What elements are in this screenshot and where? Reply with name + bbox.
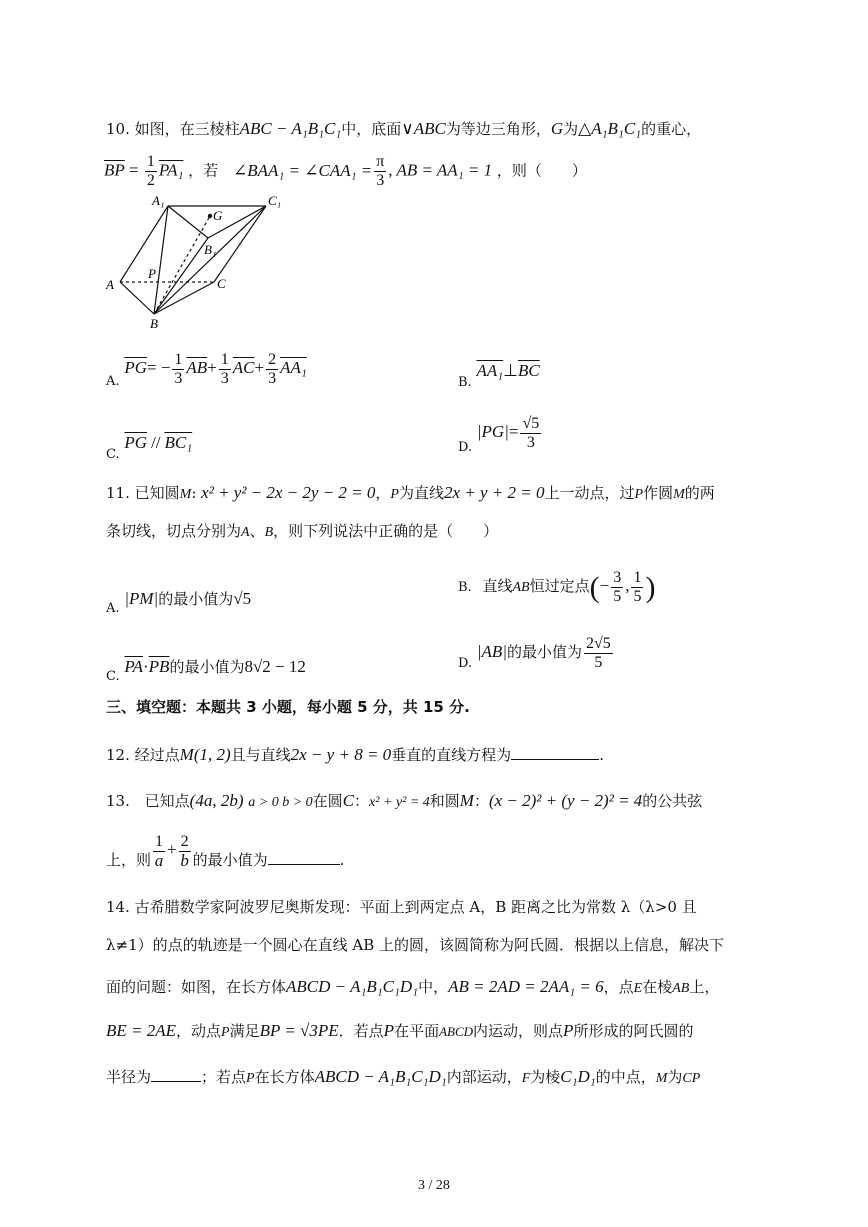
q10-text: 中，底面	[341, 120, 402, 138]
f: F	[521, 1071, 531, 1086]
circle-c: x² + y² = 4	[369, 795, 430, 810]
prism-figure	[100, 192, 290, 332]
section-3-heading: 三、填空题：本题共 3 小题，每小题 5 分，共 15 分.	[106, 698, 470, 716]
option-label: A.	[106, 374, 120, 389]
num: 3	[613, 568, 622, 586]
option-label: A.	[106, 601, 120, 616]
b: B	[264, 525, 274, 540]
circle-equation: x² + y² − 2x − 2y − 2 = 0	[201, 483, 376, 502]
q10-number: 10.	[106, 120, 130, 138]
q12-number: 12.	[106, 746, 130, 764]
point-m: M(1, 2)	[179, 745, 231, 764]
q10-text: 如图，在三棱柱	[134, 120, 240, 138]
q11-option-a	[106, 588, 251, 620]
num: π	[376, 153, 385, 170]
circle-m: (x − 2)² + (y − 2)² = 4	[488, 791, 643, 810]
dimensions: AB = 2AD = 2AA₁ = 6	[448, 977, 604, 996]
text: 半径为	[106, 1068, 152, 1086]
q10-option-c	[106, 432, 192, 466]
num: 1	[155, 832, 164, 850]
text: 中，	[418, 978, 449, 996]
m: M	[459, 791, 474, 810]
dot: ·	[142, 657, 149, 676]
vector-aa1: AA₁	[476, 361, 504, 380]
text: ；若点	[201, 1068, 247, 1086]
fraction	[172, 351, 184, 388]
num: 1	[220, 350, 229, 368]
abs-pg: |PG|	[476, 422, 509, 441]
text: 所形成的阿氏圆的	[573, 1022, 694, 1040]
den: a	[154, 850, 164, 870]
q11-option-b: B. 直线AB恒过定点(− $\frac{3}{5}$ , $\frac{1}{5}$ )	[458, 568, 656, 605]
m: M	[655, 1071, 668, 1086]
p: P	[563, 1021, 574, 1040]
text: .	[599, 746, 604, 764]
q10-line1	[106, 118, 701, 140]
comma: ,	[625, 576, 630, 595]
be-condition: BE = 2AE	[106, 1021, 177, 1040]
text: 的最小值为	[169, 658, 245, 676]
p: P	[246, 1071, 255, 1086]
q10-line2: $\overline{BP}$ = $\frac{1}{2}$ PA₁ ，若 ∠BAA₁ = ∠CAA₁ = $\frac{\pi}{3}$ , AB = AA₁ = 1 ，则（ ）	[104, 153, 587, 189]
num: 2	[268, 350, 277, 368]
text: 条切线，切点分别为	[106, 522, 242, 540]
label-g: G	[213, 208, 223, 223]
box-formula: ABCD − A₁B₁C₁D₁	[286, 977, 419, 996]
m: M	[179, 487, 192, 502]
text: ，则下列说法中正确的是（ ）	[273, 522, 499, 540]
c: C	[342, 791, 355, 810]
q10-base-formula: ∨ABC	[401, 119, 446, 138]
den: 3	[526, 433, 535, 451]
p: P	[221, 1025, 230, 1040]
option-label: C.	[106, 447, 120, 462]
q11-line1	[106, 482, 715, 506]
text: ：	[354, 792, 370, 810]
plus: +	[254, 358, 265, 377]
text: 为直线	[398, 484, 444, 502]
fraction	[584, 635, 613, 672]
q11-line2	[106, 520, 498, 544]
text: 作圆	[643, 484, 674, 502]
vector-ab: $\overline{AB}$	[186, 358, 208, 377]
q10-text: 的重心，	[641, 120, 702, 138]
text: 上，	[689, 978, 720, 996]
line-equation: 2x + y + 2 = 0	[444, 483, 545, 502]
a: A	[241, 525, 250, 540]
q14-line5	[106, 1066, 700, 1090]
num: 1	[174, 350, 183, 368]
text: 为	[667, 1068, 683, 1086]
text: 的公共弦	[642, 792, 703, 810]
page-number: 3 / 28	[418, 1178, 450, 1193]
text: 和圆	[429, 792, 460, 810]
text: 且与直线	[230, 746, 291, 764]
ab: AB	[672, 981, 690, 996]
q11-option-c	[106, 656, 306, 688]
text: 在棱	[642, 978, 673, 996]
text: 直线	[482, 577, 513, 595]
q10-g: G	[550, 119, 564, 138]
vector-pg: $\overline{PG}$	[124, 358, 147, 377]
q10-option-a	[106, 348, 307, 402]
value: 8√2 − 12	[244, 657, 306, 676]
q10-text: 为等边三角形，	[445, 120, 551, 138]
p: P	[383, 1021, 395, 1040]
fraction	[179, 833, 191, 870]
text: 的最小值为	[507, 643, 583, 661]
answer-blank[interactable]	[268, 864, 340, 865]
fraction	[219, 351, 231, 388]
num: √5	[522, 414, 540, 432]
label-p: P	[148, 266, 156, 281]
text: 已知点	[144, 792, 190, 810]
equals: =	[508, 422, 519, 441]
label-a1: A₁	[152, 193, 165, 208]
text: 内部运动，	[446, 1068, 522, 1086]
q14-line3	[106, 976, 719, 1000]
vector-ac: $\overline{AC}$	[232, 358, 255, 377]
q10-text: 为	[563, 120, 579, 138]
text: 上一动点，过	[544, 484, 635, 502]
plus: +	[167, 840, 177, 859]
text: 在平面	[394, 1022, 440, 1040]
option-label: B.	[458, 580, 472, 595]
label-b: B	[150, 316, 158, 331]
den: 5	[594, 653, 603, 671]
fraction	[153, 833, 165, 870]
text: 的两	[684, 484, 715, 502]
fraction	[631, 569, 643, 606]
label-c1: C₁	[268, 193, 282, 208]
vector-pg: $\overline{PG}$	[124, 433, 148, 452]
ab: AB	[512, 580, 530, 595]
den: 3	[220, 369, 229, 387]
q13-number: 13.	[106, 792, 130, 810]
length-condition: , AB = AA₁ = 1	[388, 160, 493, 180]
p: P	[634, 487, 644, 502]
text: ，	[375, 484, 391, 502]
q12-line	[106, 744, 604, 766]
line-equation: 2x − y + 8 = 0	[290, 745, 392, 764]
q13-line1	[106, 790, 702, 814]
text: 垂直的直线方程为	[391, 746, 512, 764]
text: 在长方体	[254, 1068, 315, 1086]
parallel: //	[151, 433, 161, 452]
label-b1: B₁	[204, 242, 217, 257]
q14-line4	[106, 1020, 693, 1044]
text: 的中点，	[595, 1068, 656, 1086]
label-a: A	[106, 277, 114, 292]
vector-pa: $\overline{PA}$	[124, 657, 143, 676]
answer-blank[interactable]	[151, 1081, 201, 1082]
den: 3	[174, 369, 183, 387]
text: 面的问题：如图，在长方体	[106, 978, 287, 996]
text: ：	[473, 792, 489, 810]
label-c: C	[217, 276, 226, 291]
text: 的最小值为	[192, 851, 268, 869]
text: 在圆	[312, 792, 343, 810]
fraction	[520, 415, 541, 452]
text: 为棱	[530, 1068, 561, 1086]
option-label: D.	[458, 656, 473, 671]
q14-line2: λ≠1）的点的轨迹是一个圆心在直线 AB 上的圆，该圆简称为阿氏圆．根据以上信息，解决下	[106, 936, 725, 954]
vector-aa1: AA₁	[280, 358, 307, 377]
point: (4a, 2b)	[189, 791, 244, 810]
num: 1	[633, 568, 642, 586]
den: 5	[633, 587, 642, 605]
den: 3	[376, 172, 385, 189]
vector-bc: $\overline{BC}$	[517, 361, 540, 380]
q10-prism-formula: ABC − A₁B₁C₁	[239, 119, 342, 138]
m: M	[673, 487, 685, 502]
text: 经过点	[134, 746, 180, 764]
num: 2	[180, 832, 189, 850]
fraction-pi-3	[374, 153, 386, 190]
den: 5	[613, 587, 622, 605]
vector-pb: $\overline{PB}$	[148, 657, 170, 676]
q10-triangle: △A₁B₁C₁	[578, 119, 642, 138]
vector-bp: $\overline{BP}$	[104, 160, 125, 180]
c1d1: C₁D₁	[560, 1067, 596, 1086]
text: 、	[249, 522, 265, 540]
perp: ⊥	[503, 361, 518, 380]
q13-line2	[106, 830, 344, 880]
q11-number: 11.	[106, 484, 130, 502]
text: 的最小值为	[158, 590, 234, 608]
q10-text: ，则（ ）	[496, 161, 587, 180]
fraction	[611, 569, 623, 606]
q10-text: ，若	[188, 161, 219, 180]
bp-condition: BP = √3PE	[259, 1021, 339, 1040]
num: 1	[146, 153, 155, 170]
condition: a > 0 b > 0	[248, 795, 313, 810]
den: 3	[268, 369, 277, 387]
plus: +	[207, 358, 217, 377]
cp: CP	[682, 1071, 701, 1086]
text: 上，则	[106, 851, 152, 869]
text: ．若点	[338, 1022, 384, 1040]
q14-line1	[106, 896, 697, 918]
text: 内运动，则点	[473, 1022, 564, 1040]
option-label: B.	[458, 375, 472, 390]
abs-ab: |AB|	[476, 642, 507, 661]
box-formula: ABCD − A₁B₁C₁D₁	[314, 1067, 447, 1086]
den: 2	[146, 172, 155, 189]
vector-pa1: PA₁	[158, 160, 184, 180]
text: :	[191, 484, 197, 502]
q10-option-d	[458, 412, 543, 468]
text: 古希腊数学家阿波罗尼奥斯发现：平面上到两定点 A，B 距离之比为常数 λ（λ>0 且	[134, 898, 697, 916]
vector-bc1: BC₁	[164, 433, 193, 452]
value: √5	[233, 589, 252, 608]
minus: −	[599, 576, 610, 595]
q14-number: 14.	[106, 898, 130, 916]
text: ，点	[603, 978, 634, 996]
equals: = −	[146, 358, 171, 377]
abs-pm: |PM|	[124, 589, 159, 608]
p: P	[390, 487, 399, 502]
q10-option-b	[458, 360, 540, 394]
abcd: ABCD	[439, 1024, 474, 1039]
q11-option-d	[458, 632, 615, 684]
num: 2√5	[586, 634, 611, 652]
fraction	[266, 351, 278, 388]
den: b	[180, 850, 189, 870]
angle-condition: ∠BAA₁ = ∠CAA₁ =	[232, 160, 373, 180]
option-label: D.	[458, 440, 473, 455]
text: 恒过定点	[529, 577, 590, 595]
fraction-half	[145, 153, 157, 190]
answer-blank[interactable]	[511, 759, 599, 760]
text: ，动点	[176, 1022, 222, 1040]
text: .	[339, 851, 345, 869]
text: 已知圆	[134, 484, 180, 502]
e: E	[633, 981, 643, 996]
text: 满足	[229, 1022, 260, 1040]
option-label: C.	[106, 669, 120, 684]
